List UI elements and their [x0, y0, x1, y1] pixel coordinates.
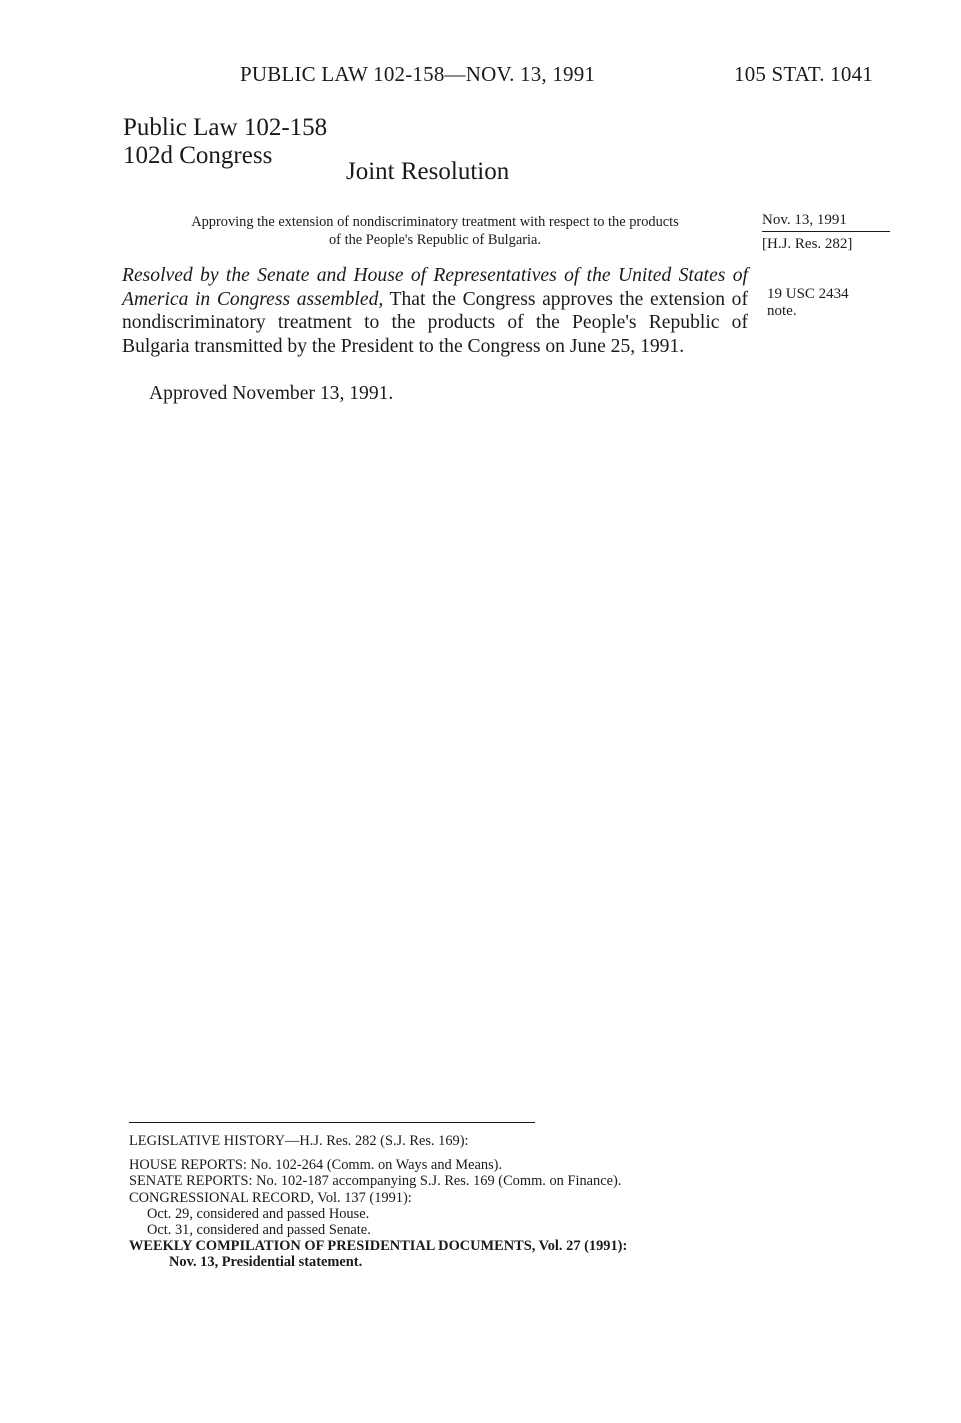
footnote-divider — [129, 1122, 535, 1123]
resolution-caption — [122, 213, 748, 249]
law-number: Public Law 102-158 — [123, 114, 328, 141]
usc-citation-line-2: note. — [767, 303, 797, 319]
law-identification — [123, 114, 327, 170]
congressional-record: CONGRESSIONAL RECORD, Vol. 137 (1991): — [129, 1189, 412, 1206]
usc-citation — [767, 286, 849, 320]
enacting-clause: Resolved by the Senate and House of Representatives of the United States of America in Congress assembled, — [122, 265, 748, 310]
legislative-history — [129, 1133, 627, 1271]
running-title: PUBLIC LAW 102-158—NOV. 13, 1991 — [240, 62, 596, 86]
resolution-text: That the Congress approves the extension of nondiscriminatory treatment to the products of the People's Republic of Bulgaria transmitted by the President to the Congress on June 25, 1991. — [122, 288, 748, 357]
stat-reference: 105 STAT. 1041 — [734, 62, 873, 86]
record-entry: Oct. 31, considered and passed Senate. — [147, 1222, 371, 1239]
margin-date-note — [762, 211, 892, 253]
caption-line-2: of the People's Republic of Bulgaria. — [328, 232, 541, 248]
senate-reports: SENATE REPORTS: No. 102-187 accompanying S.J. Res. 169 (Comm. on Finance). — [129, 1173, 622, 1190]
resolution-type: Joint Resolution — [346, 158, 510, 185]
house-reports: HOUSE REPORTS: No. 102-264 (Comm. on Ways and Means). — [129, 1157, 503, 1174]
history-heading: LEGISLATIVE HISTORY—H.J. Res. 282 (S.J. Res. 169): — [129, 1133, 469, 1149]
caption-line-1: Approving the extension of nondiscriminatory treatment with respect to the products — [191, 214, 679, 230]
usc-citation-line-1: 19 USC 2434 — [767, 286, 849, 302]
compilation-entry: Nov. 13, Presidential statement. — [169, 1254, 363, 1271]
weekly-compilation: WEEKLY COMPILATION OF PRESIDENTIAL DOCUMENTS, Vol. 27 (1991): — [129, 1238, 628, 1255]
margin-date: Nov. 13, 1991 — [762, 211, 890, 232]
resolution-body — [122, 264, 748, 358]
congress-number: 102d Congress — [123, 142, 273, 169]
record-entry: Oct. 29, considered and passed House. — [147, 1205, 370, 1222]
margin-bill-number: [H.J. Res. 282] — [762, 236, 853, 252]
approval-date: Approved November 13, 1991. — [149, 383, 394, 404]
